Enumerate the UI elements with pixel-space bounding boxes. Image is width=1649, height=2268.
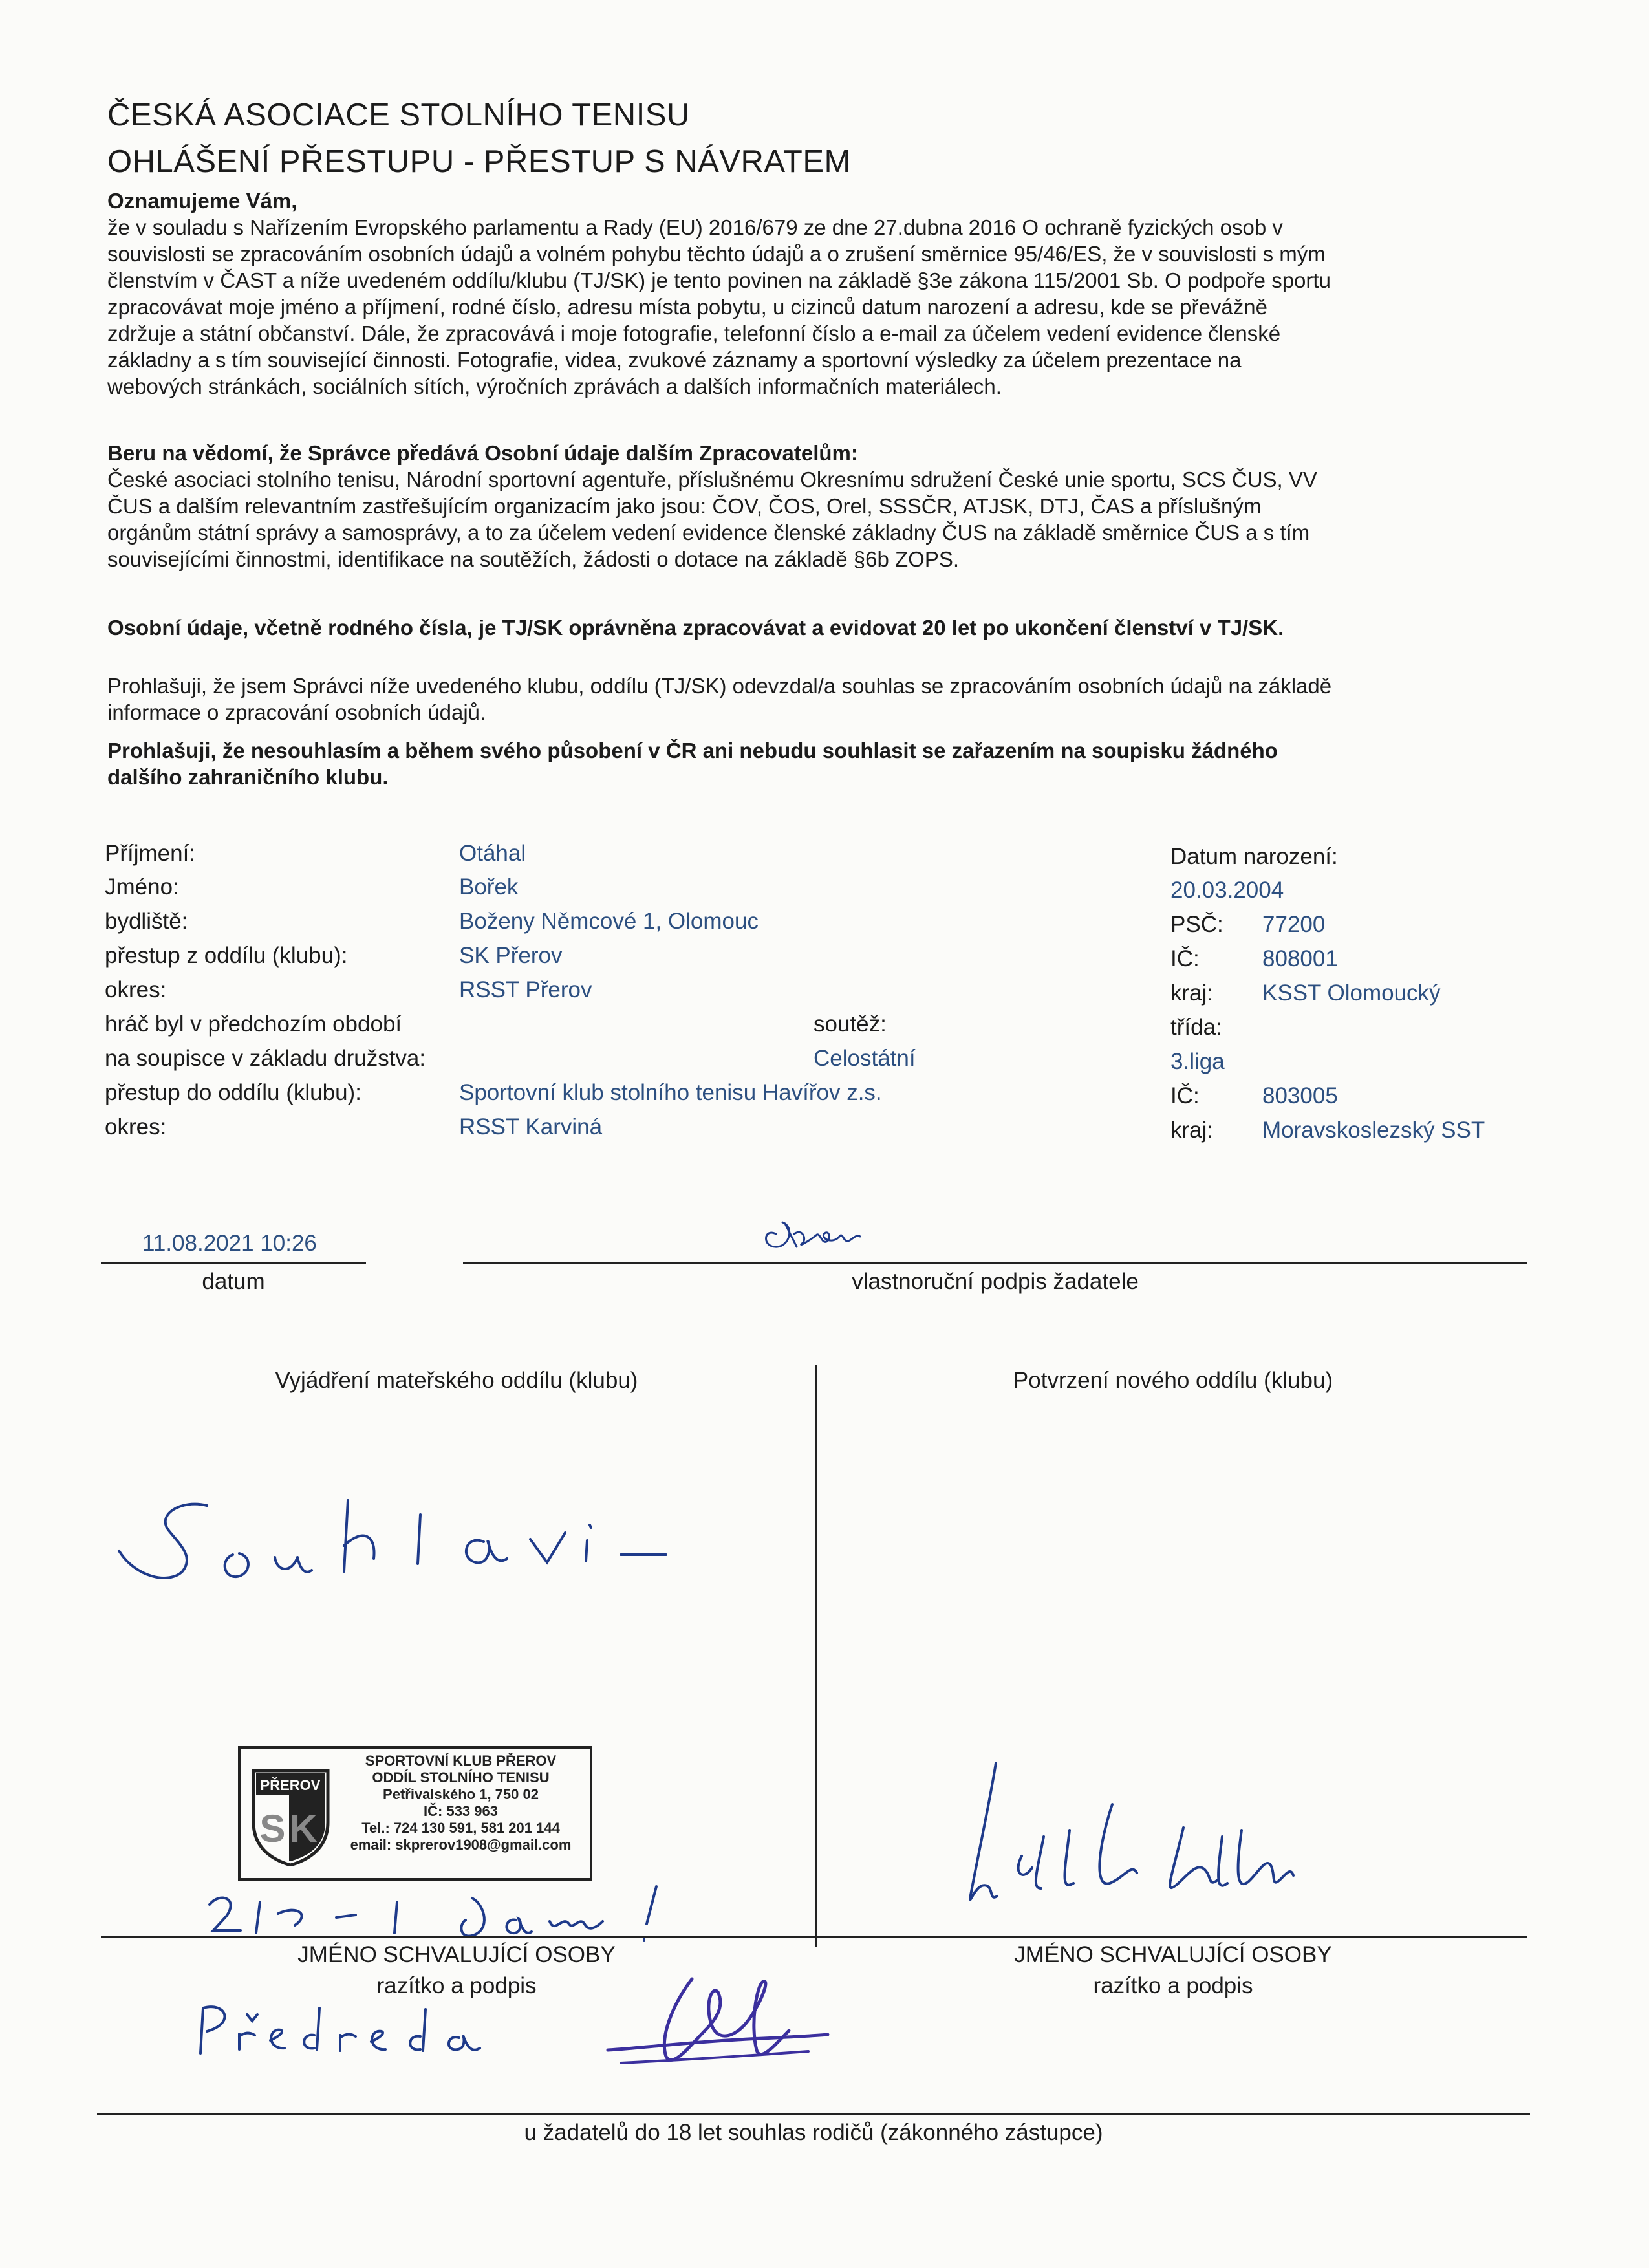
applicant-signature (757, 1208, 886, 1266)
value-region-to: Moravskoslezský SST (1262, 1118, 1485, 1143)
handwritten-date (200, 1879, 692, 1950)
label-district-to: okres: (105, 1114, 167, 1139)
intro-heading: Oznamujeme Vám, (107, 189, 297, 213)
club-logo (247, 1758, 334, 1866)
club-stamp (238, 1746, 592, 1881)
document-title: OHLÁŠENÍ PŘESTUPU - PŘESTUP S NÁVRATEM (107, 144, 851, 179)
value-region-from: KSST Olomoucký (1262, 980, 1441, 1006)
value-surname: Otáhal (459, 841, 526, 866)
value-district-to: RSST Karviná (459, 1114, 603, 1139)
stamp-text (336, 1753, 585, 1853)
label-to-club: přestup do oddílu (klubu): (105, 1080, 361, 1105)
processors-paragraph: České asociaci stolního tenisu, Národní sportovní agentuře, příslušnému Okresnímu sdružení České unie sportu, SCS ČUS, VV ČUS a dalším relevantním zastřešujícím organizacím jako jsou: ČOV, ČOS, Orel, SSSČR, ATJSK, DTJ, ČAS a příslušným orgánům státní správy a samosprávy, a to za účelem vedení evidence členské základny ČUS na základě směrnice ČUS a s tím souvisejícími činnostmi, identifikace na soutěžích, žádosti o dotace na základě §6b ZOPS. (107, 468, 1317, 571)
stamp-line: SPORTOVNÍ KLUB PŘEROV (365, 1753, 557, 1769)
value-from-club: SK Přerov (459, 943, 563, 968)
label-roster: na soupisce v základu družstva: (105, 1046, 426, 1071)
gdpr-paragraph: že v souladu s Nařízením Evropského parlamentu a Rady (EU) 2016/679 ze dne 27.dubna 2016 O ochraně fyzických osob v souvislosti se zpracováním osobních údajů a volném pohybu těchto údajů a o zrušení směrnice 95/46/ES, že v souvislosti s mým členstvím v ČAST a níže uvedeném oddílu/klubu (TJ/SK) je tento povinen na základě §3e zákona 115/2001 Sb. O podpoře sportu zpracovávat moje jméno a příjmení, rodné číslo, adresu místa pobytu, u cizinců datum narození a adresu, kde se převážně zdržuje a státní občanství. Dále, že zpracovává i moje fotografie, telefonní číslo a e-mail za účelem vedení evidence členské základny a s tím související činnosti. Fotografie, videa, zvukové záznamy a sportovní výsledky za účelem prezentace na webových stránkách, sociálních sítích, výročních zprávách a dalších informačních materiálech. (107, 215, 1331, 398)
foreign-club-paragraph: Prohlašuji, že nesouhlasím a během svého působení v ČR ani nebudu souhlasit se zařazením na soupisku žádného dalšího zahraničního klubu. (107, 739, 1278, 789)
new-club-signature (951, 1746, 1339, 1914)
parents-line (97, 2113, 1530, 2115)
value-dob: 20.03.2004 (1170, 878, 1284, 903)
parents-consent-label: u žadatelů do 18 let souhlas rodičů (zákonného zástupce) (524, 2120, 1103, 2145)
value-psc: 77200 (1262, 912, 1326, 937)
right-approver-sub: razítko a podpis (1093, 1973, 1253, 1998)
logo-top-text: PŘEROV (260, 1777, 321, 1793)
label-region-to: kraj: (1170, 1118, 1214, 1143)
label-from-club: přestup z oddílu (klubu): (105, 943, 348, 968)
new-club-title: Potvrzení nového oddílu (klubu) (1013, 1368, 1333, 1393)
label-ic-to: IČ: (1170, 1083, 1200, 1108)
stamp-line: IČ: 533 963 (424, 1803, 498, 1819)
value-address: Boženy Němcové 1, Olomouc (459, 909, 759, 934)
value-name: Bořek (459, 874, 519, 900)
parent-club-title: Vyjádření mateřského oddílu (klubu) (275, 1368, 638, 1393)
section-divider (815, 1365, 817, 1947)
value-ic-from: 808001 (1262, 946, 1338, 971)
stamp-line: email: skprerov1908@gmail.com (350, 1837, 572, 1853)
date-line (101, 1262, 366, 1264)
value-date: 11.08.2021 10:26 (142, 1231, 317, 1256)
label-address: bydliště: (105, 909, 188, 934)
processors-heading: Beru na vědomí, že Správce předává Osobní údaje dalším Zpracovatelům: (107, 441, 858, 465)
right-approver-label: JMÉNO SCHVALUJÍCÍ OSOBY (1014, 1942, 1332, 1967)
label-surname: Příjmení: (105, 841, 196, 866)
value-competition: Celostátní (814, 1046, 916, 1071)
retention-paragraph: Osobní údaje, včetně rodného čísla, je TJ/SK oprávněna zpracovávat a evidovat 20 let po ukončení členství v TJ/SK. (107, 616, 1284, 640)
label-district-from: okres: (105, 977, 167, 1002)
left-approver-sub: razítko a podpis (376, 1973, 537, 1998)
logo-letters: SK (259, 1807, 321, 1850)
org-title: ČESKÁ ASOCIACE STOLNÍHO TENISU (107, 98, 690, 133)
date-label: datum (202, 1269, 265, 1294)
approval-handwriting (110, 1474, 692, 1584)
value-ic-to: 803005 (1262, 1083, 1338, 1108)
stamp-line: Petřivalského 1, 750 02 (383, 1786, 539, 1802)
value-to-club: Sportovní klub stolního tenisu Havířov z.s. (459, 1080, 882, 1105)
stamp-line: ODDÍL STOLNÍHO TENISU (372, 1769, 550, 1786)
value-class: 3.liga (1170, 1049, 1225, 1074)
value-district-from: RSST Přerov (459, 977, 592, 1002)
signature-line (463, 1262, 1527, 1264)
parent-club-signature (595, 1966, 841, 2076)
label-ic-from: IČ: (1170, 946, 1200, 971)
label-previous-period: hráč byl v předchozím období (105, 1011, 402, 1037)
label-class: třída: (1170, 1015, 1222, 1040)
label-psc: PSČ: (1170, 912, 1223, 937)
consent-paragraph: Prohlašuji, že jsem Správci níže uvedeného klubu, oddílu (TJ/SK) odevzdal/a souhlas se zpracováním osobních údajů na základě informace o zpracování osobních údajů. (107, 674, 1332, 724)
label-dob: Datum narození: (1170, 844, 1338, 869)
label-competition: soutěž: (814, 1011, 887, 1037)
handwritten-role (188, 1995, 524, 2066)
approval-bottom-line (101, 1936, 1527, 1938)
label-name: Jméno: (105, 874, 179, 900)
signature-label: vlastnoruční podpis žadatele (852, 1269, 1139, 1294)
label-region-from: kraj: (1170, 980, 1214, 1006)
stamp-line: Tel.: 724 130 591, 581 201 144 (361, 1820, 560, 1836)
left-approver-label: JMÉNO SCHVALUJÍCÍ OSOBY (297, 1942, 616, 1967)
